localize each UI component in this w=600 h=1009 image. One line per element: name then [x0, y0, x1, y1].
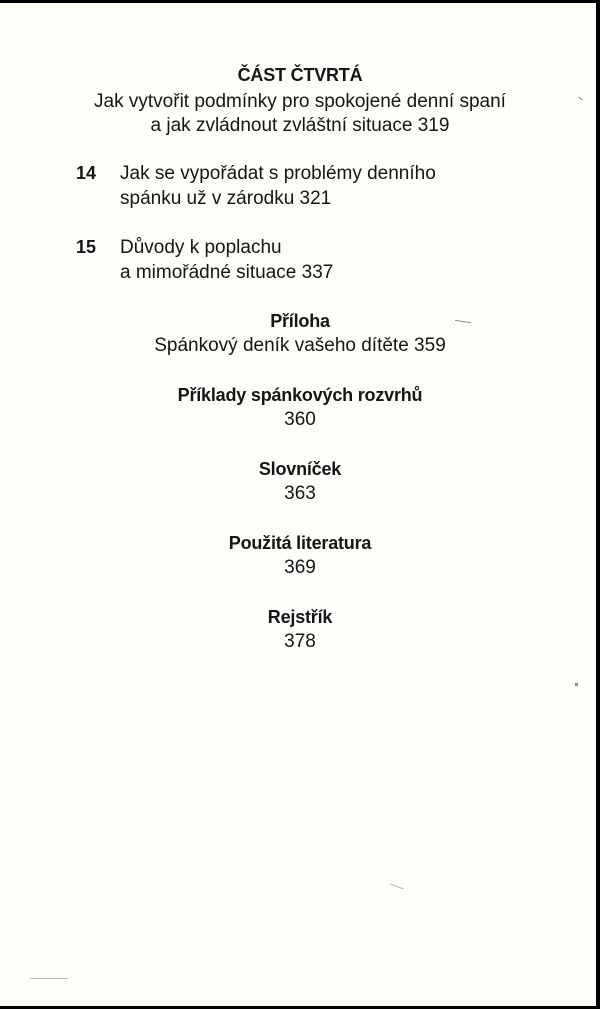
- chapter-number: 15: [76, 237, 97, 257]
- section-block: [0, 457, 596, 507]
- section-page-number: 378: [284, 631, 316, 652]
- part-title-line-2: a jak zvládnout zvláštní situace 319: [150, 115, 450, 136]
- section-heading: Slovníček: [258, 459, 342, 479]
- scan-speck: [390, 884, 403, 890]
- part-block: [0, 63, 596, 138]
- chapter-title-line-1: Důvody k poplachu: [120, 237, 282, 258]
- section-block: [0, 383, 596, 433]
- scan-speck: [30, 978, 68, 979]
- part-title-line-1: Jak vytvořit podmínky pro spokojené denní spaní: [94, 91, 506, 112]
- section-block: [0, 531, 596, 581]
- book-page: [0, 3, 596, 1006]
- chapter-title-line-2: spánku už v zárodku 321: [120, 188, 332, 209]
- section-heading: Příklady spánkových rozvrhů: [177, 385, 423, 405]
- section-page-number: 363: [284, 483, 316, 504]
- chapter-title-line-1: Jak se vypořádat s problémy denního: [120, 163, 436, 184]
- chapter-title-line-2: a mimořádné situace 337: [120, 262, 334, 283]
- appendix-block: [0, 309, 596, 359]
- appendix-heading: Příloha: [270, 311, 330, 331]
- section-heading: Použitá literatura: [228, 533, 372, 553]
- scan-speck: [575, 683, 578, 686]
- section-heading: Rejstřík: [267, 607, 333, 627]
- appendix-entry: Spánkový deník vašeho dítěte 359: [154, 335, 446, 356]
- part-heading: ČÁST ČTVRTÁ: [237, 65, 363, 85]
- section-block: [0, 605, 596, 655]
- section-page-number: 360: [284, 409, 316, 430]
- chapter-number: 14: [76, 163, 97, 183]
- section-page-number: 369: [284, 557, 316, 578]
